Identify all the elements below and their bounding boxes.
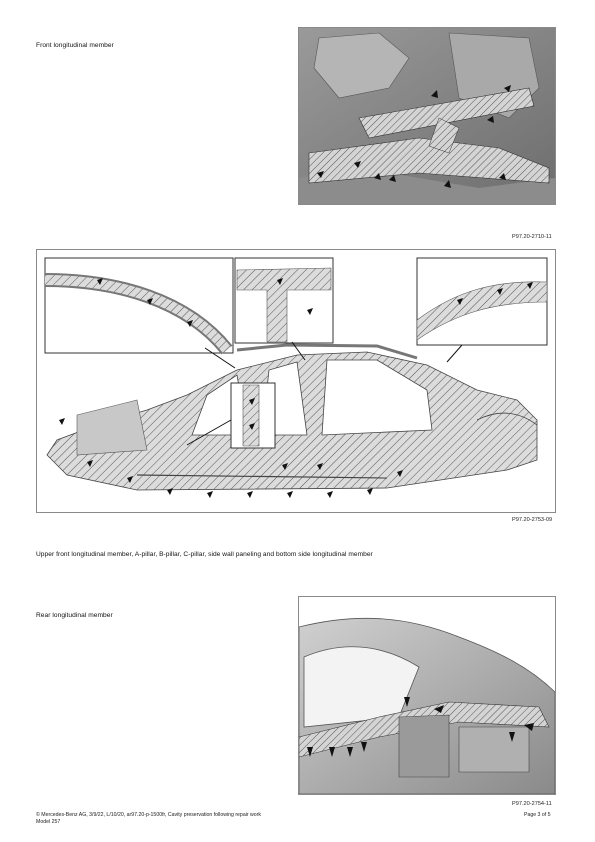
front-longitudinal-caption: Front longitudinal member [36, 42, 114, 49]
rear-longitudinal-caption: Rear longitudinal member [36, 612, 113, 619]
body-side-figure [36, 249, 556, 513]
rear-longitudinal-figure-id: P97.20-2754-11 [512, 801, 552, 807]
front-longitudinal-figure [298, 27, 556, 205]
front-longitudinal-illustration [299, 28, 555, 204]
footer-page-number: Page 3 of 5 [524, 812, 551, 818]
body-side-illustration [37, 250, 555, 512]
front-longitudinal-figure-id: P97.20-2710-11 [512, 234, 552, 240]
footer-copyright [36, 812, 261, 825]
rear-longitudinal-illustration [299, 597, 555, 794]
footer-line-1: © Mercedes-Benz AG, 3/9/22, L/10/20, ar97.20-p-1500fr, Cavity preservation following repair work [36, 812, 261, 818]
rear-longitudinal-figure [298, 596, 556, 795]
body-side-figure-id: P97.20-2753-09 [512, 517, 553, 523]
body-side-caption: Upper front longitudinal member, A-pillar, B-pillar, C-pillar, side wall paneling and bottom side longitudinal member [36, 551, 373, 558]
footer-line-2: Model 257 [36, 818, 61, 825]
